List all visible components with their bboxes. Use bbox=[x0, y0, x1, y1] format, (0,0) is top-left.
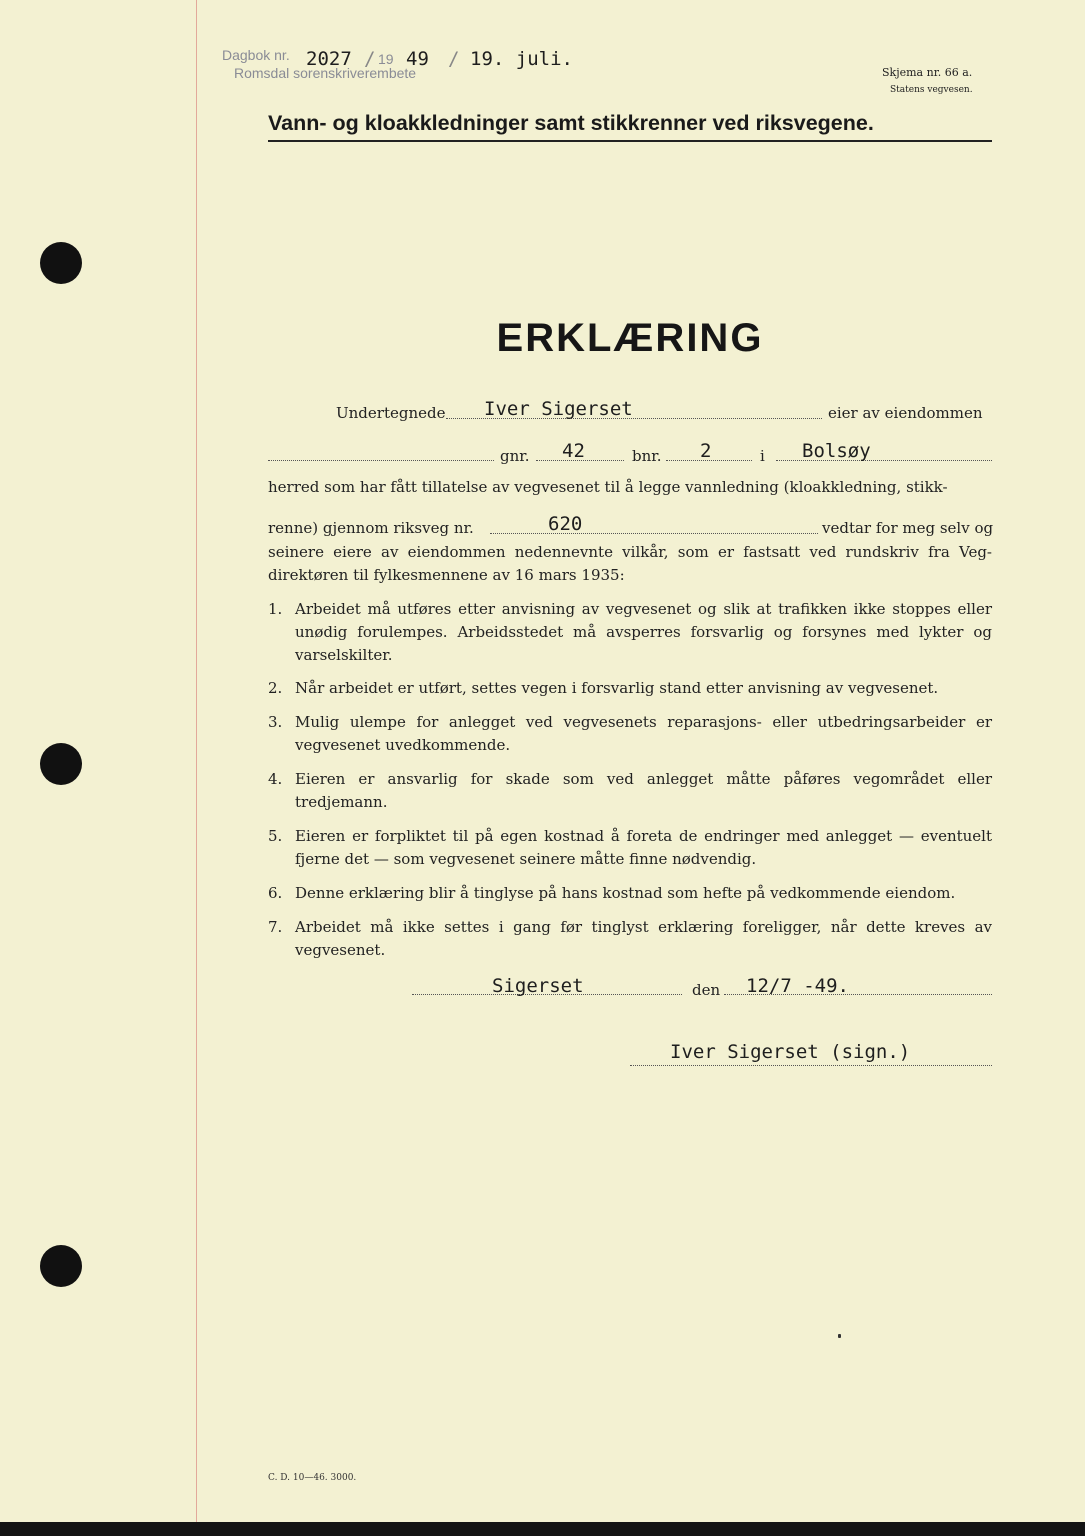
dagbok-stamp-label: Dagbok nr. bbox=[222, 47, 290, 63]
riksveg-line bbox=[490, 533, 818, 534]
document-title: Vann- og kloakkledninger samt stikkrenner ved riksvegene. bbox=[268, 111, 874, 135]
eier-label: eier av eiendommen bbox=[828, 404, 983, 422]
bnr-label: bnr. bbox=[632, 447, 662, 465]
title-underline bbox=[268, 140, 992, 142]
condition-number: 5. bbox=[268, 827, 283, 845]
condition-number: 4. bbox=[268, 770, 283, 788]
owner-name: Iver Sigerset bbox=[484, 398, 633, 420]
gnr-value: 42 bbox=[562, 440, 585, 462]
condition-text: Mulig ulempe for anlegget ved vegvesenets reparasjons- eller utbedringsarbeider er vegvesenet uvedkommende. bbox=[295, 713, 992, 754]
herred-text: herred som har fått tillatelse av vegvesenet til å legge vannledning (kloakkledning, stikk- bbox=[268, 478, 948, 496]
condition-text: Eieren er ansvarlig for skade som ved anlegget måtte påføres vegområdet eller tredjemann. bbox=[295, 770, 992, 811]
vedtar-label: vedtar for meg selv og bbox=[822, 519, 994, 537]
condition-text: Eieren er forpliktet til på egen kostnad å foreta de endringer med anlegget — eventuelt fjerne det — som vegvesenet seinere måtte finne nødvendig. bbox=[295, 827, 992, 868]
riksveg-label: renne) gjennom riksveg nr. bbox=[268, 519, 474, 537]
signature-line bbox=[630, 1065, 992, 1066]
punch-hole bbox=[40, 1245, 82, 1287]
document-page: Dagbok nr. Romsdal sorenskriverembete 2027 / 19 49 / 19. juli. Skjema nr. 66 a. Statens vegvesen. Vann- og kloakkledninger samt stikkrenner ved riksvegene. ERKLÆRING Undertegnede Iver Sigerset eier av eiendommen gnr. 42 bnr. 2 i Bolsøy herred som har fått tillatelse av vegvesenet til å legge vannledning (kloakkledning, stikk- renne) gjennom riksveg nr. 620 vedtar for meg selv og seinere eiere av eiendommen nedennevnte vilkår, som er fastsatt ved rundskriv fra Veg-direktøren til fylkesmennene av 16 mars 1935: 1. Arbeidet må utføres etter anvisning av vegvesenet og slik at trafikken ikke stoppes eller unødig forulempes. Arbeidsstedet må avsperres forsvarlig og forsynes med lykter og varselskilter. 2. Når arbeidet er utført, settes vegen i forsvarlig stand etter anvisning av vegvesenet. 3. Mulig ulempe for anlegget ved vegvesenets reparasjons- eller utbedringsarbeider er vegvesenet uvedkommende. 4. Eieren er ansvarlig for skade som ved anlegget måtte påføres vegområdet eller tredjemann. 5. Eieren er forpliktet til på egen kostnad å foreta de endringer med anlegget — eventuelt fjerne det — som vegvesenet seinere måtte finne nødvendig. 6. Denne erklæring blir å tinglyse på hans kostnad som hefte på vedkommende eiendom. 7. Arbeidet må ikke settes i gang før tinglyst erklæring foreligger, når dette kreves av vegvesenet. Sigerset den 12/7 -49. Iver Sigerset (sign.) C. D. 10—46. 3000. bbox=[0, 0, 1085, 1522]
margin-line bbox=[196, 0, 197, 1522]
bnr-value: 2 bbox=[700, 440, 712, 462]
condition-text: Arbeidet må utføres etter anvisning av vegvesenet og slik at trafikken ikke stoppes eller unødig forulempes. Arbeidsstedet må avsperres forsvarlig og forsynes med lykter og varselskilter. bbox=[295, 600, 992, 664]
condition-number: 7. bbox=[268, 918, 283, 936]
i-label: i bbox=[760, 447, 765, 465]
punch-hole bbox=[40, 743, 82, 785]
registration-year: 49 bbox=[406, 48, 429, 70]
signature-name: Iver Sigerset (sign.) bbox=[670, 1041, 911, 1063]
condition-text: Arbeidet må ikke settes i gang før tinglyst erklæring foreligger, når dette kreves av vegvesenet. bbox=[295, 918, 992, 959]
condition-text: Denne erklæring blir å tinglyse på hans kostnad som hefte på vedkommende eiendom. bbox=[295, 884, 956, 902]
dagbok-number: 2027 bbox=[306, 48, 352, 70]
riksveg-value: 620 bbox=[548, 513, 583, 535]
declaration-paragraph: seinere eiere av eiendommen nedennevnte vilkår, som er fastsatt ved rundskriv fra Veg-direktøren til fylkesmennene av 16 mars 1935: bbox=[268, 543, 992, 584]
condition-number: 6. bbox=[268, 884, 283, 902]
ink-speck bbox=[838, 1334, 841, 1338]
undertegnede-label: Undertegnede bbox=[336, 404, 446, 422]
condition-number: 3. bbox=[268, 713, 283, 731]
issuing-authority: Statens vegvesen. bbox=[890, 85, 973, 95]
den-label: den bbox=[692, 981, 721, 999]
condition-number: 2. bbox=[268, 679, 283, 697]
court-stamp-label: Romsdal sorenskriverembete bbox=[234, 65, 417, 81]
stamp-year-prefix: 19 bbox=[378, 51, 394, 67]
form-number: Skjema nr. 66 a. bbox=[882, 66, 973, 79]
print-code: C. D. 10—46. 3000. bbox=[268, 1473, 357, 1483]
signature-date: 12/7 -49. bbox=[746, 975, 849, 997]
condition-text: Når arbeidet er utført, settes vegen i forsvarlig stand etter anvisning av vegvesenet. bbox=[295, 679, 939, 697]
signature-place: Sigerset bbox=[492, 975, 584, 997]
kommune-value: Bolsøy bbox=[802, 440, 871, 462]
gnr-label: gnr. bbox=[500, 447, 530, 465]
punch-hole bbox=[40, 242, 82, 284]
registration-date: 19. juli. bbox=[470, 48, 573, 70]
declaration-heading: ERKLÆRING bbox=[496, 316, 764, 360]
condition-number: 1. bbox=[268, 600, 283, 618]
blank-line bbox=[268, 460, 494, 461]
